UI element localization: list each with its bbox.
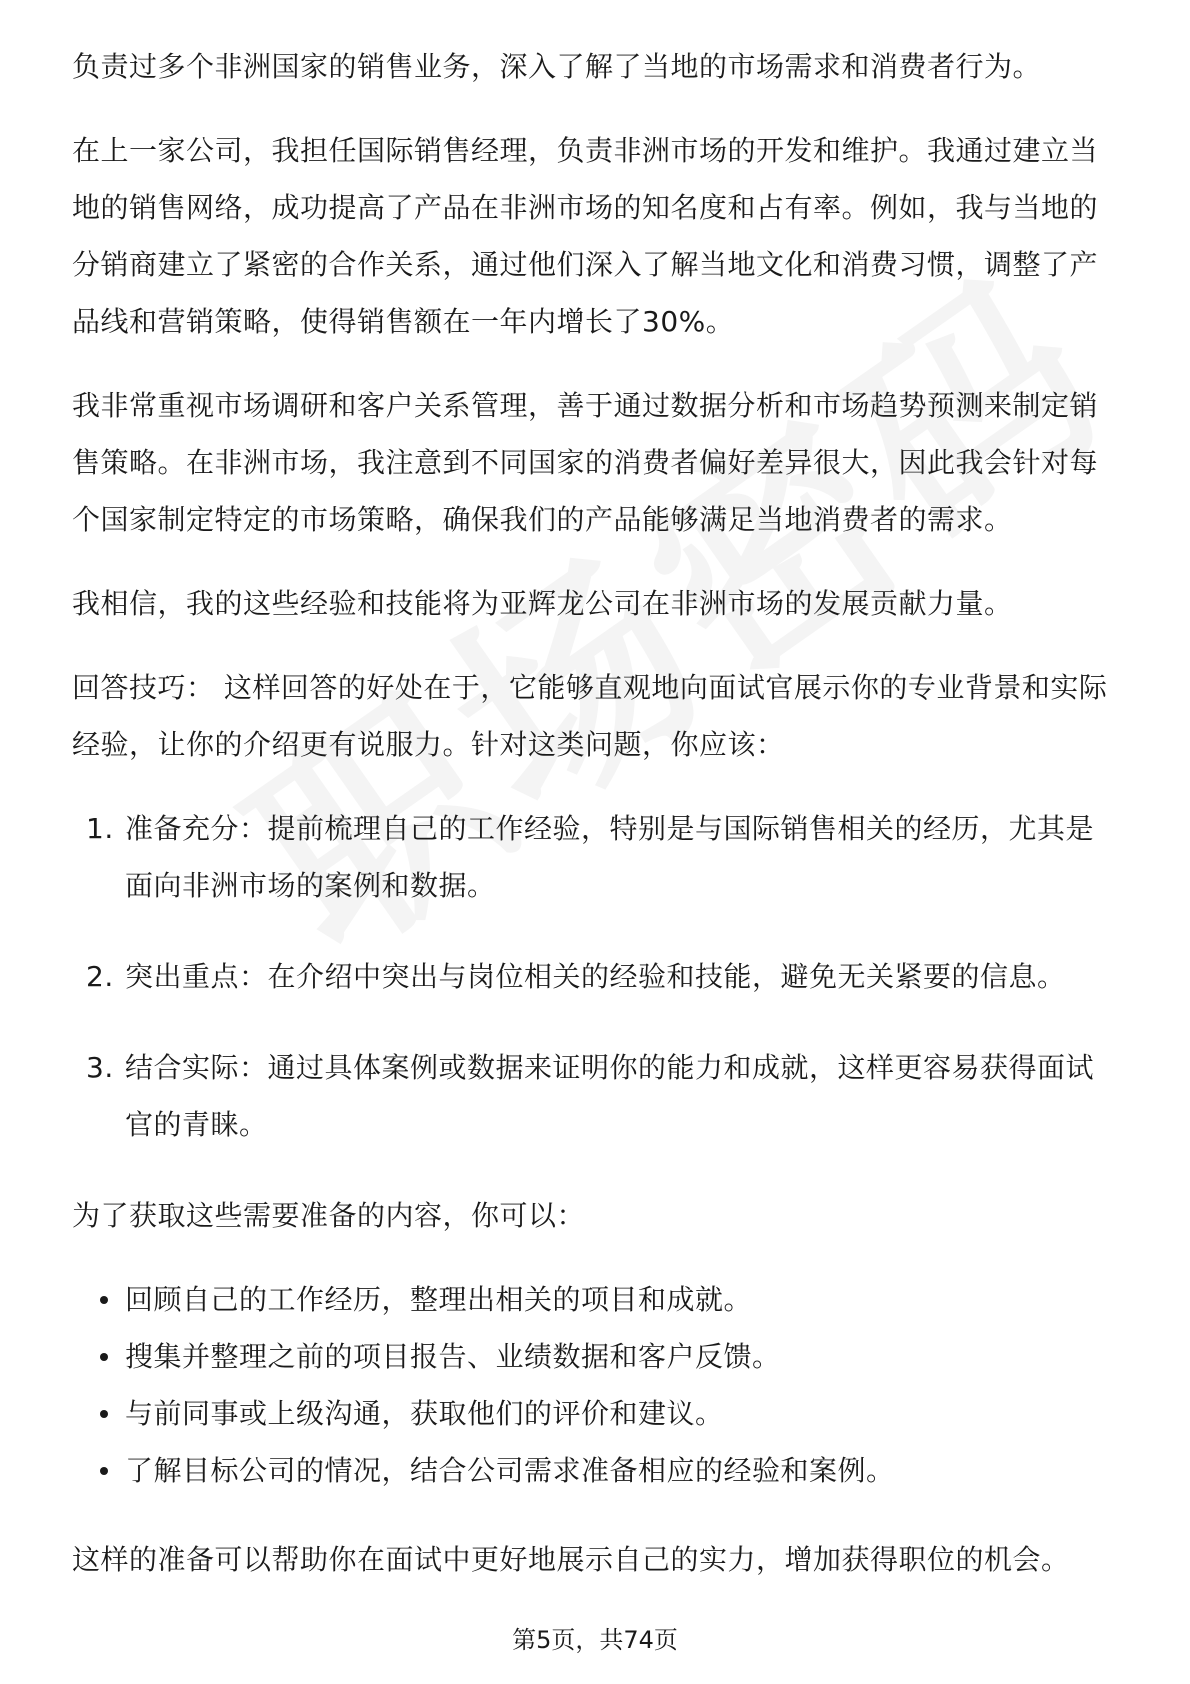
- list-number: 1.: [86, 812, 114, 845]
- paragraph-experience-intro: 负责过多个非洲国家的销售业务，深入了解了当地的市场需求和消费者行为。: [72, 50, 1042, 83]
- list-item-text: 准备充分：提前梳理自己的工作经验，特别是与国际销售相关的经历，尤其是面向非洲市场的案例和数据。: [125, 812, 1095, 902]
- list-number: 3.: [86, 1051, 114, 1084]
- list-number: 2.: [86, 960, 114, 993]
- list-item-text: 搜集并整理之前的项目报告、业绩数据和客户反馈。: [125, 1340, 781, 1373]
- paragraph-previous-company: 在上一家公司，我担任国际销售经理，负责非洲市场的开发和维护。我通过建立当地的销售网络，成功提高了产品在非洲市场的知名度和占有率。例如，我与当地的分销商建立了紧密的合作关系，通过他们深入了解当地文化和消费习惯，调整了产品线和营销策略，使得销售额在一年内增长了30%。: [72, 134, 1099, 338]
- paragraph-preparation-intro: 为了获取这些需要准备的内容，你可以：: [72, 1199, 586, 1232]
- tips-list: [72, 800, 1122, 1153]
- list-item: [72, 1328, 1122, 1385]
- preparation-list: [72, 1271, 1122, 1499]
- paragraph-conclusion: 我相信，我的这些经验和技能将为亚辉龙公司在非洲市场的发展贡献力量。: [72, 587, 1013, 620]
- list-item-text: 了解目标公司的情况，结合公司需求准备相应的经验和案例。: [125, 1454, 895, 1487]
- paragraph-answer-tips: 回答技巧： 这样回答的好处在于，它能够直观地向面试官展示你的专业背景和实际经验，让你的介绍更有说服力。针对这类问题，你应该：: [72, 671, 1108, 761]
- bullet-icon: [100, 1296, 108, 1304]
- list-item-text: 与前同事或上级沟通，获取他们的评价和建议。: [125, 1397, 724, 1430]
- list-item-text: 突出重点：在介绍中突出与岗位相关的经验和技能，避免无关紧要的信息。: [125, 960, 1066, 993]
- document-body: [72, 38, 1122, 1615]
- paragraph-closing: 这样的准备可以帮助你在面试中更好地展示自己的实力，增加获得职位的机会。: [72, 1543, 1070, 1576]
- list-item: [72, 1385, 1122, 1442]
- list-item-text: 回顾自己的工作经历，整理出相关的项目和成就。: [125, 1283, 753, 1316]
- list-item: [72, 800, 1122, 914]
- list-item: [72, 1271, 1122, 1328]
- list-item: [72, 948, 1122, 1005]
- bullet-icon: [100, 1353, 108, 1361]
- bullet-icon: [100, 1467, 108, 1475]
- bullet-icon: [100, 1410, 108, 1418]
- list-item: [72, 1039, 1122, 1153]
- list-item-text: 结合实际：通过具体案例或数据来证明你的能力和成就，这样更容易获得面试官的青睐。: [125, 1051, 1095, 1141]
- paragraph-market-research: 我非常重视市场调研和客户关系管理，善于通过数据分析和市场趋势预测来制定销售策略。在非洲市场，我注意到不同国家的消费者偏好差异很大，因此我会针对每个国家制定特定的市场策略，确保我们的产品能够满足当地消费者的需求。: [72, 389, 1099, 536]
- page-number: 第5页，共74页: [512, 1626, 678, 1654]
- list-item: [72, 1442, 1122, 1499]
